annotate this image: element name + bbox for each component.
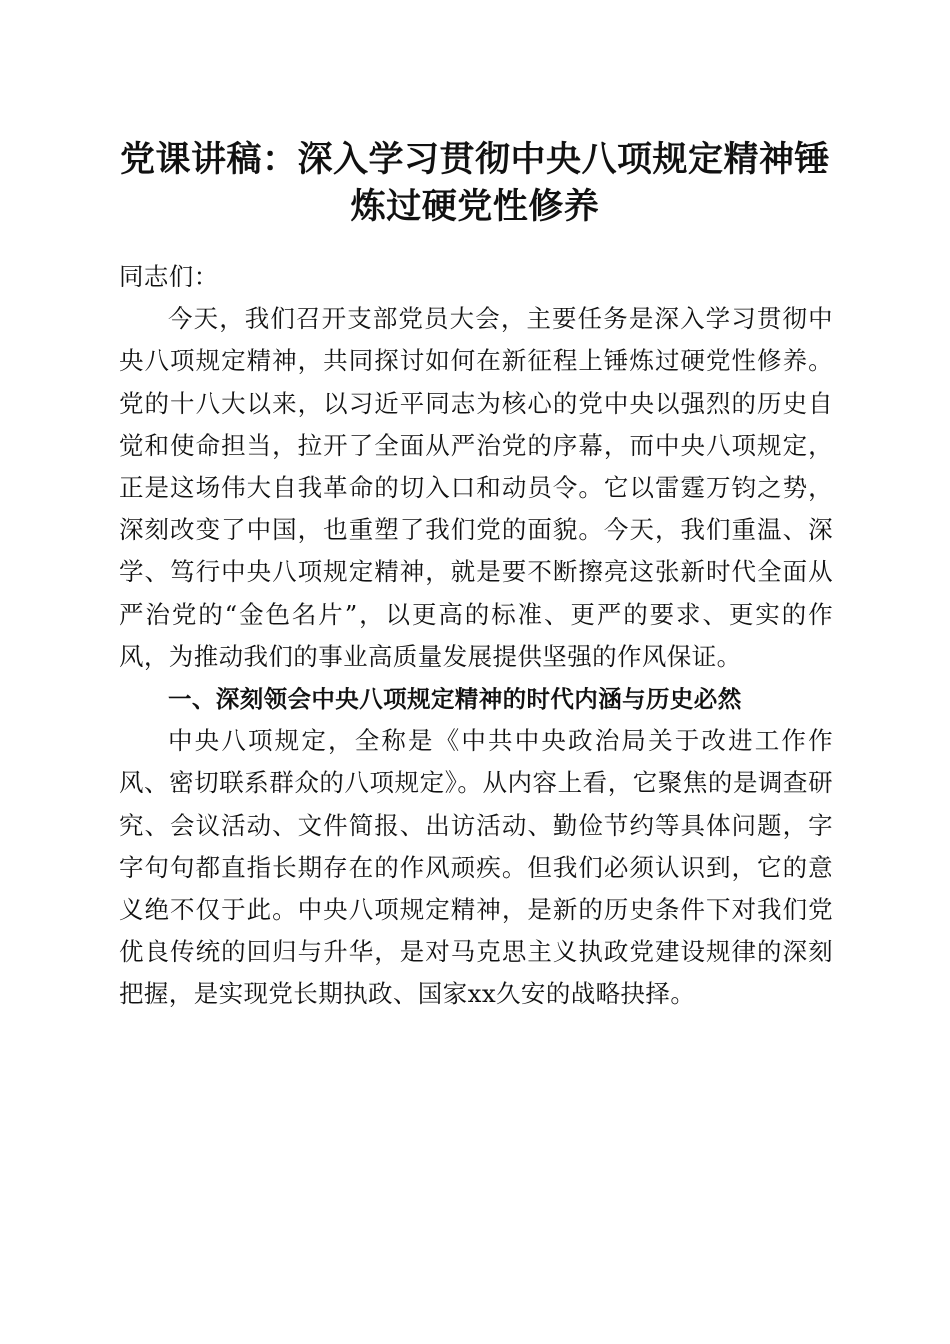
salutation: 同志们： (119, 262, 219, 291)
document-title (100, 136, 850, 230)
section-heading-1: 一、深刻领会中央八项规定精神的时代内涵与历史必然 (168, 685, 742, 714)
title-line-1: 党课讲稿：深入学习贯彻中央八项规定精神锤 (119, 139, 830, 180)
title-line-2: 炼过硬党性修养 (350, 186, 600, 227)
document-body (119, 256, 833, 1016)
paragraph-section-1: 中央八项规定，全称是《中共中央政治局关于改进工作作风、密切联系群众的八项规定》。从内容上看，它聚焦的是调查研究、会议活动、文件简报、出访活动、勤俭节约等具体问题，字字句句都直指长期存在的作风顽疾。但我们必须认识到，它的意义绝不仅于此。中央八项规定精神，是新的历史条件下对我们党优良传统的回归与升华，是对马克思主义执政党建设规律的深刻把握，是实现党长期执政、国家xx久安的战略抉择。 (119, 726, 833, 1009)
paragraph-intro: 今天，我们召开支部党员大会，主要任务是深入学习贯彻中央八项规定精神，共同探讨如何在新征程上锤炼过硬党性修养。党的十八大以来，以习近平同志为核心的党中央以强烈的历史自觉和使命担当，拉开了全面从严治党的序幕，而中央八项规定，正是这场伟大自我革命的切入口和动员令。它以雷霆万钧之势，深刻改变了中国，也重塑了我们党的面貌。今天，我们重温、深学、笃行中央八项规定精神，就是要不断擦亮这张新时代全面从严治党的“金色名片”，以更高的标准、更严的要求、更实的作风，为推动我们的事业高质量发展提供坚强的作风保证。 (119, 304, 833, 671)
